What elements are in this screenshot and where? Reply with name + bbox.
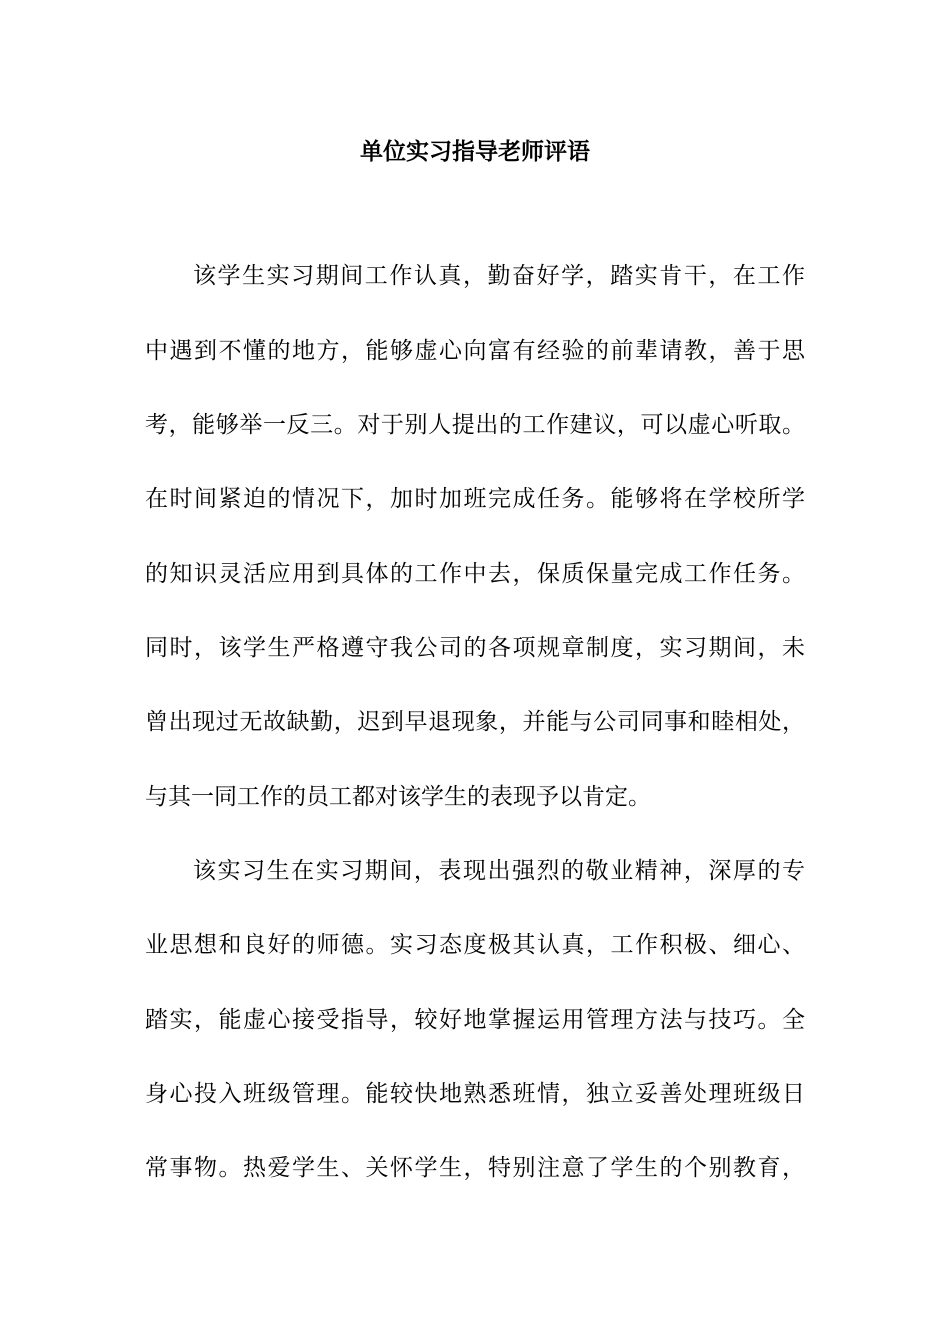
paragraph-2-line-2: 业思想和良好的师德。实习态度极其认真，工作积极、细心、	[145, 932, 805, 958]
paragraph-2-line-5: 常事物。热爱学生、关怀学生，特别注意了学生的个别教育，	[145, 1155, 805, 1181]
paragraph-1-line-2: 中遇到不懂的地方，能够虚心向富有经验的前辈请教，善于思	[145, 338, 805, 364]
paragraph-2-line-4: 身心投入班级管理。能较快地熟悉班情，独立妥善处理班级日	[145, 1081, 805, 1107]
paragraph-1-line-4: 在时间紧迫的情况下，加时加班完成任务。能够将在学校所学	[145, 486, 805, 512]
paragraph-2-line-3: 踏实，能虚心接受指导，较好地掌握运用管理方法与技巧。全	[145, 1007, 805, 1033]
paragraph-1-line-5: 的知识灵活应用到具体的工作中去，保质保量完成工作任务。	[145, 561, 805, 587]
paragraph-1-line-7: 曾出现过无故缺勤，迟到早退现象，并能与公司同事和睦相处，	[145, 709, 805, 735]
paragraph-1-line-8: 与其一同工作的员工都对该学生的表现予以肯定。	[145, 784, 651, 810]
paragraph-1-line-6: 同时，该学生严格遵守我公司的各项规章制度，实习期间，未	[145, 635, 805, 661]
paragraph-2-line-1: 该实习生在实习期间，表现出强烈的敬业精神，深厚的专	[193, 858, 805, 884]
paragraph-1-line-3: 考，能够举一反三。对于别人提出的工作建议，可以虚心听取。	[145, 412, 805, 438]
document-title: 单位实习指导老师评语	[360, 138, 590, 165]
paragraph-1-line-1: 该学生实习期间工作认真，勤奋好学，踏实肯干，在工作	[193, 263, 805, 289]
